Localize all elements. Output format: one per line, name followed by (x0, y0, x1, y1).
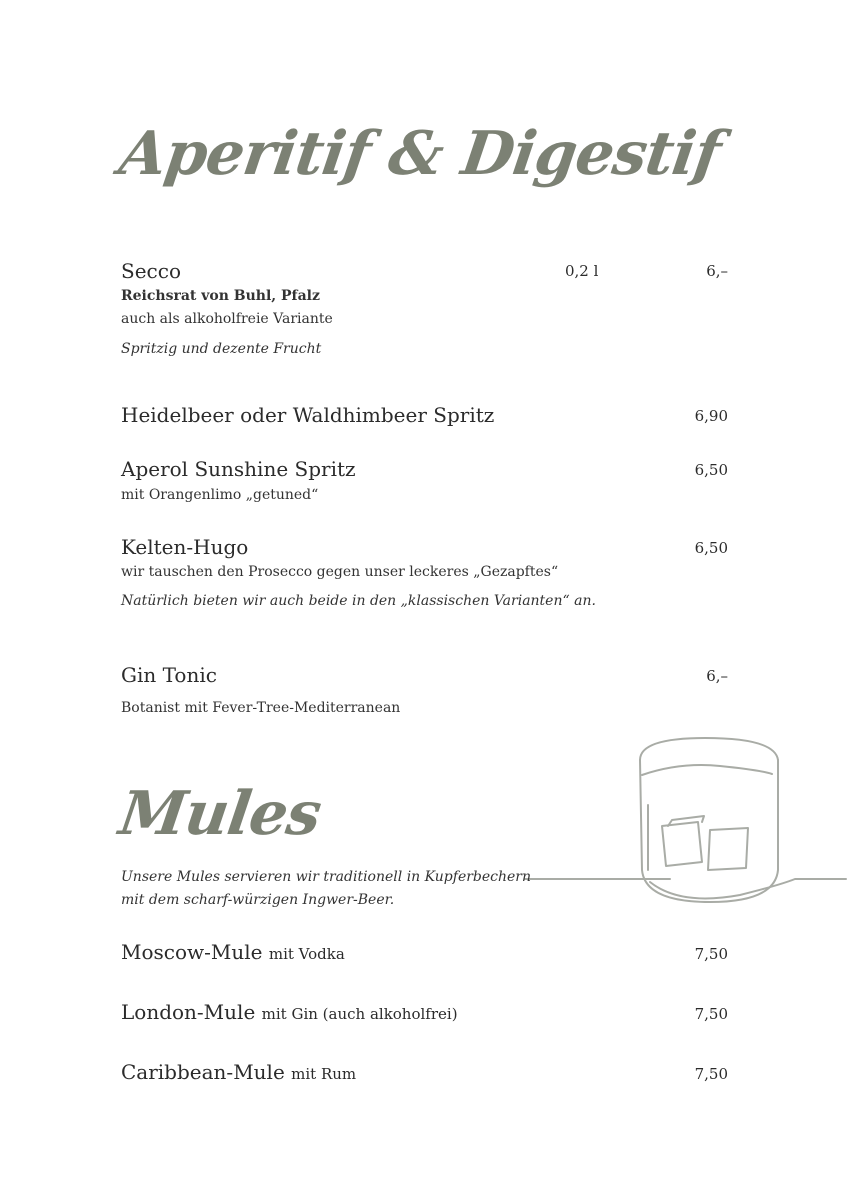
menu-item-detail-secco: auch als alkoholfreie Variante (121, 311, 333, 327)
menu-item-price-heidelbeer: 6,90 (694, 407, 728, 425)
glass-with-ice-icon (520, 730, 848, 915)
menu-item-price-moscow-mule: 7,50 (694, 945, 728, 963)
menu-item-price-aperol: 6,50 (694, 461, 728, 479)
menu-item-name-caribbean-mule: Caribbean-Mule (121, 1060, 285, 1084)
mules-intro-line-2: mit dem scharf-würzigen Ingwer-Beer. (121, 892, 395, 908)
menu-item-note-secco: Spritzig und dezente Frucht (121, 341, 322, 357)
menu-item-name-moscow-mule: Moscow-Mule (121, 940, 263, 964)
menu-item-suffix-london-mule: mit Gin (auch alkoholfrei) (261, 1005, 458, 1023)
menu-item-london-mule (121, 1000, 458, 1026)
menu-item-name-heidelbeer: Heidelbeer oder Waldhimbeer Spritz (121, 403, 495, 427)
menu-item-price-gin-tonic: 6,– (706, 667, 728, 685)
menu-item-note-kelten-hugo: Natürlich bieten wir auch beide in den „klassischen Varianten“ an. (121, 593, 596, 609)
section-title-aperitif: Aperitif & Digestif (115, 119, 725, 189)
section-title-mules: Mules (115, 779, 325, 849)
menu-item-price-london-mule: 7,50 (694, 1005, 728, 1023)
mules-intro-line-1: Unsere Mules servieren wir traditionell in Kupferbechern (121, 869, 532, 885)
menu-item-moscow-mule (121, 940, 345, 966)
menu-item-suffix-moscow-mule: mit Vodka (268, 945, 345, 963)
menu-item-caribbean-mule (121, 1060, 356, 1086)
menu-item-name-kelten-hugo: Kelten-Hugo (121, 535, 249, 559)
menu-item-detail-aperol: mit Orangenlimo „getuned“ (121, 487, 319, 503)
menu-item-price-secco: 6,– (706, 262, 728, 280)
menu-item-detail-kelten-hugo: wir tauschen den Prosecco gegen unser leckeres „Gezapftes“ (121, 564, 559, 580)
menu-item-name-gin-tonic: Gin Tonic (121, 663, 217, 687)
menu-item-price-caribbean-mule: 7,50 (694, 1065, 728, 1083)
menu-item-volume-secco: 0,2 l (565, 262, 599, 280)
menu-item-name-london-mule: London-Mule (121, 1000, 256, 1024)
menu-item-name-secco: Secco (121, 259, 181, 283)
menu-item-detail-gin-tonic: Botanist mit Fever-Tree-Mediterranean (121, 700, 401, 716)
menu-item-producer-secco: Reichsrat von Buhl, Pfalz (121, 288, 320, 304)
menu-item-suffix-caribbean-mule: mit Rum (291, 1065, 357, 1083)
menu-item-price-kelten-hugo: 6,50 (694, 539, 728, 557)
menu-item-name-aperol: Aperol Sunshine Spritz (121, 457, 356, 481)
